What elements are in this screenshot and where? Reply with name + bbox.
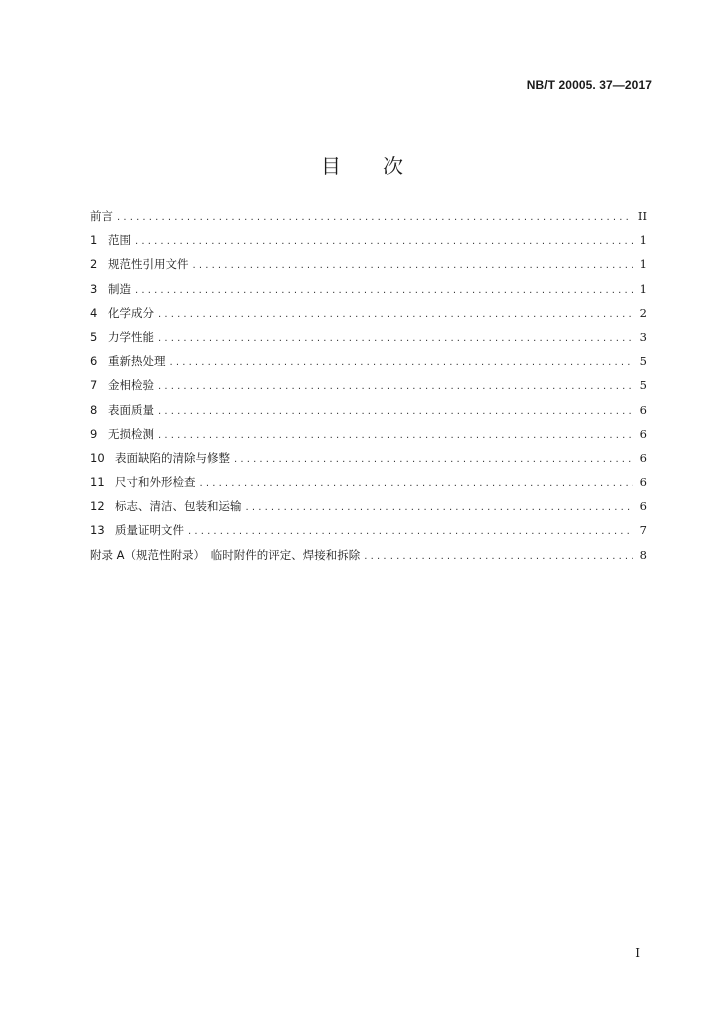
toc-entry-label: 表面缺陷的清除与修整: [115, 450, 230, 465]
toc-entry-number: 11: [90, 475, 105, 490]
toc-entry-number: 6: [90, 354, 98, 369]
toc-title-char-1: 目: [321, 154, 341, 178]
toc-entry-page: 5: [639, 354, 647, 369]
toc-entry-8[interactable]: [90, 402, 647, 426]
toc-entry-label: 制造: [108, 281, 131, 296]
toc-entry-1[interactable]: [90, 232, 647, 256]
toc-leader-dots: [234, 454, 633, 465]
toc-entry-label: 规范性引用文件: [108, 257, 189, 272]
toc-entry-7[interactable]: [90, 377, 647, 401]
toc-leader-dots: [158, 333, 633, 344]
toc-leader-dots: [246, 502, 634, 513]
toc-entry-13[interactable]: [90, 522, 647, 546]
toc-entry-page: 5: [639, 378, 647, 393]
toc-entry-page: 6: [639, 426, 647, 441]
toc-entry-page: II: [637, 209, 647, 223]
toc-entry-foreword[interactable]: [90, 208, 647, 232]
toc-entry-6[interactable]: [90, 353, 647, 377]
toc-entry-number: 9: [90, 426, 98, 441]
toc-entry-9[interactable]: [90, 426, 647, 450]
toc-entry-label: 化学成分: [108, 305, 154, 320]
toc-entry-page: 3: [639, 329, 647, 344]
toc-entry-number: 5: [90, 329, 98, 344]
toc-entry-page: 6: [639, 450, 647, 465]
toc-leader-dots: [158, 406, 633, 417]
toc-leader-dots: [193, 260, 634, 271]
toc-entry-label: 质量证明文件: [115, 523, 184, 538]
document-code: NB/T 20005. 37—2017: [526, 78, 652, 92]
toc-entry-number: 2: [90, 257, 98, 272]
toc-leader-dots: [158, 430, 633, 441]
toc-entry-page: 6: [639, 475, 647, 490]
toc-leader-dots: [135, 285, 633, 296]
toc-entry-page: 8: [639, 547, 647, 562]
toc-entry-page: 1: [639, 281, 647, 296]
toc-leader-dots: [158, 309, 633, 320]
page-number: I: [635, 946, 640, 960]
toc-leader-dots: [188, 526, 633, 537]
toc-title: [0, 150, 724, 179]
toc-entry-label: 金相检验: [108, 378, 154, 393]
toc-entry-label: 尺寸和外形检查: [115, 475, 196, 490]
toc-entry-label: 表面质量: [108, 402, 154, 417]
toc-entry-label: 重新热处理: [108, 354, 166, 369]
toc-entry-label: 标志、清洁、包装和运输: [115, 499, 242, 514]
toc-entry-5[interactable]: [90, 329, 647, 353]
toc-entry-page: 7: [639, 523, 647, 538]
toc-entry-page: 2: [639, 305, 647, 320]
toc-entry-label: 范围: [108, 233, 131, 248]
toc-entry-label: 附录 A（规范性附录） 临时附件的评定、焊接和拆除: [90, 547, 361, 562]
toc-title-char-2: 次: [383, 154, 403, 178]
toc-entry-10[interactable]: [90, 450, 647, 474]
toc-entry-2[interactable]: [90, 256, 647, 280]
toc-entry-number: 1: [90, 233, 98, 248]
toc-entry-3[interactable]: [90, 281, 647, 305]
toc-entry-4[interactable]: [90, 305, 647, 329]
toc-entry-page: 1: [639, 233, 647, 248]
toc-leader-dots: [158, 381, 633, 392]
toc-entry-label: 无损检测: [108, 426, 154, 441]
toc-entry-page: 6: [639, 402, 647, 417]
toc-entry-page: 6: [639, 499, 647, 514]
toc-leader-dots: [200, 478, 634, 489]
toc-entry-label: 前言: [90, 209, 113, 223]
toc-entry-number: 7: [90, 378, 98, 393]
toc-list: [90, 208, 647, 571]
toc-entry-page: 1: [639, 257, 647, 272]
toc-entry-label: 力学性能: [108, 329, 154, 344]
toc-entry-11[interactable]: [90, 474, 647, 498]
toc-entry-12[interactable]: [90, 498, 647, 522]
toc-leader-dots: [117, 212, 633, 223]
toc-entry-number: 8: [90, 402, 98, 417]
toc-entry-number: 3: [90, 281, 98, 296]
toc-leader-dots: [364, 551, 633, 562]
toc-leader-dots: [135, 236, 633, 247]
toc-leader-dots: [170, 357, 634, 368]
toc-entry-number: 4: [90, 305, 98, 320]
toc-entry-appendix-a[interactable]: [90, 547, 647, 571]
toc-entry-number: 13: [90, 523, 105, 538]
toc-entry-number: 12: [90, 499, 105, 514]
toc-entry-number: 10: [90, 450, 105, 465]
